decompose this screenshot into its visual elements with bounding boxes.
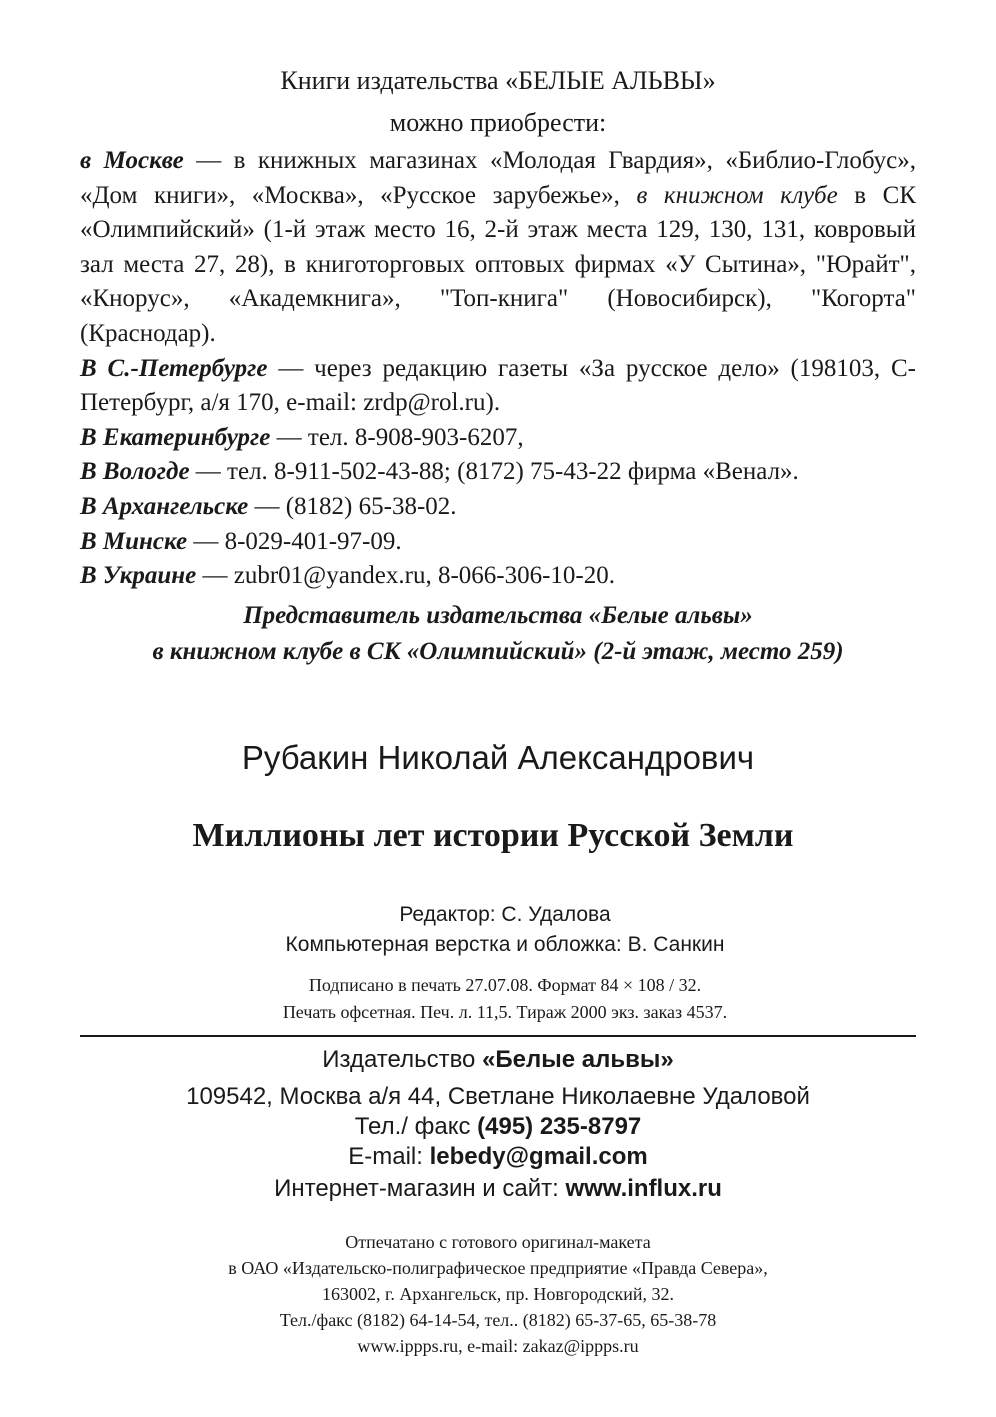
location-text: — zubr01@yandex.ru, 8-066-306-10-20. [196, 562, 616, 590]
printer-line: Отпечатано с готового оригинал-макета [345, 1232, 651, 1252]
city-label: В Минске [80, 527, 188, 555]
location-text: в СК «Олимпийский» (1-й этаж место 16, 2-й этаж места 129, 130, 131, ковровый зал места 27, 28), в книготорговых оптовых фирмах «У Сытина», "Юрайт", «Кнорус», «Академкнига», "Топ-книга" (Новосибирск), "Когорта" (Краснодар). [80, 181, 917, 347]
city-label: В Архангельске [80, 492, 249, 520]
location-spb [80, 352, 916, 421]
location-text: — (8182) 65-38-02. [248, 492, 457, 520]
layout-credit: Компьютерная верстка и обложка: В. Санкин [285, 933, 725, 956]
location-ukraine [80, 559, 916, 594]
website-value: www.influx.ru [565, 1175, 722, 1202]
location-minsk [80, 525, 916, 560]
phone-label: Тел./ факс [354, 1113, 478, 1140]
editor-credit: Редактор: С. Удалова [399, 903, 611, 926]
phone-value: (495) 235-8797 [477, 1113, 642, 1140]
location-text: — через редакцию газеты «За русское дело» (198103, С-Петербург, а/я 170, e-mail: zrdp@rol.ru). [80, 354, 916, 417]
location-moscow [80, 144, 916, 352]
heading-books: Книги издательства «БЕЛЫЕ АЛЬВЫ» [280, 66, 716, 95]
representative-note [80, 598, 916, 670]
publisher-brand: «Белые альвы» [482, 1046, 674, 1073]
publisher-name [0, 1044, 996, 1076]
print-details: Печать офсетная. Печ. л. 11,5. Тираж 2000 экз. заказ 4537. [282, 1002, 728, 1022]
publisher-address: 109542, Москва а/я 44, Светлане Николаевне Удаловой [186, 1083, 810, 1110]
divider-rule [80, 1035, 916, 1037]
website-label: Интернет-магазин и сайт: [274, 1175, 566, 1202]
city-label: В Вологде [80, 458, 190, 486]
location-arkhangelsk [80, 490, 916, 525]
location-vologda [80, 455, 916, 490]
representative-line: в книжном клубе в СК «Олимпийский» (2-й этаж, место 259) [152, 638, 844, 665]
printer-line: www.ippps.ru, e-mail: zakaz@ippps.ru [357, 1336, 639, 1356]
publisher-phone [0, 1111, 996, 1143]
book-author: Рубакин Николай Александрович [241, 739, 755, 776]
heading-purchase: можно приобрести: [389, 108, 607, 137]
location-text: — 8-029-401-97-09. [187, 527, 402, 555]
city-label: в Москве [80, 147, 184, 174]
publisher-website [0, 1173, 996, 1205]
location-text: — тел. 8-911-502-43-88; (8172) 75-43-22 фирма «Венал». [189, 458, 799, 486]
publisher-email [0, 1141, 996, 1173]
city-label: В С.-Петербурге [80, 354, 268, 382]
printer-line: 163002, г. Архангельск, пр. Новгородский, 32. [321, 1284, 674, 1304]
signed-to-print: Подписано в печать 27.07.08. Формат 84 × 108 / 32. [308, 975, 702, 995]
location-text: — в книжных магазинах «Молодая Гвардия», «Библио-Глобус», «Дом книги», «Москва», «Русское зарубежье», [80, 147, 916, 209]
printer-line: в ОАО «Издательско-полиграфическое предприятие «Правда Севера», [228, 1258, 768, 1278]
location-text: — тел. 8-908-903-6207, [270, 423, 524, 451]
city-label: В Екатеринбурге [80, 423, 271, 451]
printer-line: Тел./факс (8182) 64-14-54, тел.. (8182) 65-37-65, 65-38-78 [279, 1310, 717, 1330]
email-value: lebedy@gmail.com [429, 1143, 648, 1170]
book-title: Миллионы лет истории Русской Земли [192, 817, 794, 854]
city-label: В Украине [80, 562, 197, 590]
representative-line: Представитель издательства «Белые альвы» [243, 602, 753, 629]
club-label: в книжном клубе [636, 181, 838, 209]
location-ekaterinburg [80, 421, 916, 456]
publisher-label: Издательство [322, 1046, 483, 1073]
email-label: E-mail: [348, 1143, 430, 1170]
locations-list [80, 144, 916, 594]
